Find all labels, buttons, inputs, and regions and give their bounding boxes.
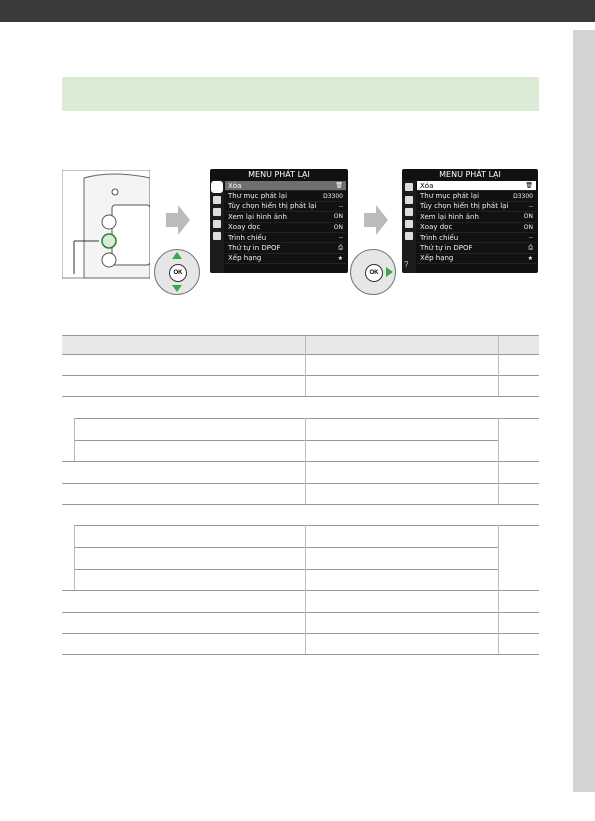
- menu-title: MENU PHÁT LẠI: [439, 170, 501, 179]
- menu-item-value: --: [528, 234, 533, 242]
- menu-item: [225, 233, 346, 243]
- menu-screen-2: [402, 169, 538, 273]
- row-rule: [62, 590, 539, 591]
- row-rule: [62, 483, 539, 484]
- menu-item-label: Thư mục phát lại: [228, 192, 288, 201]
- menu-item-value: ON: [333, 223, 343, 231]
- table-bottom-rule: [62, 654, 539, 655]
- menu-item: [225, 254, 346, 264]
- row-rule: [62, 396, 539, 397]
- menu-item-value: ⎙: [338, 244, 343, 252]
- menu-item: [417, 243, 536, 253]
- table-header: [62, 336, 539, 354]
- menu-item-value: --: [338, 234, 343, 242]
- menu-item-value: ★: [527, 254, 533, 262]
- camera-back-illustration: [62, 170, 150, 280]
- menu-tab-icons: [402, 180, 416, 273]
- row-rule: [74, 569, 499, 570]
- menu-item-value: 🗑: [335, 182, 343, 190]
- setup-tab-icon: [213, 208, 221, 216]
- menu-item-label: Xóa: [228, 181, 242, 190]
- menu-illustration: [62, 165, 540, 305]
- menu-item-label: Xếp hạng: [420, 254, 454, 263]
- row-rule: [62, 375, 539, 376]
- row-rule: [62, 461, 539, 462]
- menu-item: [417, 223, 536, 233]
- menu-item: [225, 191, 346, 201]
- menu-list: [417, 181, 536, 264]
- menu-item: [417, 181, 536, 191]
- row-rule: [74, 440, 499, 441]
- menu-item-value: ★: [337, 254, 343, 262]
- menu-item-label: Xóa: [420, 181, 434, 190]
- menu-item-label: Thư mục phát lại: [420, 192, 480, 201]
- row-rule: [74, 547, 499, 548]
- menu-screen-1: [210, 169, 348, 273]
- menu-item: [225, 202, 346, 212]
- shooting-tab-icon: [405, 196, 413, 204]
- arrow-right-icon: [364, 205, 388, 235]
- column-divider: [305, 336, 306, 396]
- row-rule: [62, 504, 539, 505]
- column-divider: [305, 525, 306, 654]
- help-icon: ?: [404, 260, 409, 269]
- recent-tab-icon: [405, 232, 413, 240]
- menu-item-label: Trình chiếu: [228, 233, 267, 242]
- menu-item: [417, 212, 536, 222]
- top-bar: [0, 0, 595, 22]
- column-divider: [305, 418, 306, 504]
- shooting-tab-icon: [213, 196, 221, 204]
- arrow-right-icon: [166, 205, 190, 235]
- retouch-tab-icon: [405, 220, 413, 228]
- menu-item-value: ON: [333, 213, 343, 221]
- multi-selector: [154, 249, 200, 295]
- group-indent-line: [74, 418, 75, 461]
- menu-item-label: Trình chiếu: [420, 233, 459, 242]
- menu-item-label: Xoay dọc: [420, 223, 453, 232]
- menu-item: [417, 202, 536, 212]
- column-divider: [498, 525, 499, 654]
- menu-item: [417, 191, 536, 201]
- column-divider: [498, 418, 499, 504]
- row-rule: [62, 612, 539, 613]
- menu-item: [225, 243, 346, 253]
- setup-tab-icon: [405, 208, 413, 216]
- menu-item-value: ⎙: [528, 244, 533, 252]
- menu-item-label: Thứ tự in DPOF: [420, 244, 473, 253]
- multi-selector: [350, 249, 396, 295]
- section-header-band: [62, 77, 539, 111]
- menu-item: [225, 181, 346, 191]
- menu-item-value: D3300: [513, 192, 533, 200]
- menu-tab-icons: [210, 180, 224, 273]
- menu-item-label: Xem lại hình ảnh: [420, 212, 479, 221]
- menu-item-label: Xoay dọc: [228, 223, 261, 232]
- menu-item-label: Tùy chọn hiển thị phát lại: [420, 202, 509, 211]
- recent-tab-icon: [213, 232, 221, 240]
- menu-item: [417, 233, 536, 243]
- retouch-tab-icon: [213, 220, 221, 228]
- row-rule: [74, 418, 539, 419]
- menu-item-value: 🗑: [525, 182, 533, 190]
- group-indent-line: [74, 525, 75, 590]
- side-tab: [573, 30, 595, 792]
- menu-item-value: ON: [523, 213, 533, 221]
- table-top-rule: [62, 335, 539, 336]
- row-rule: [62, 354, 539, 355]
- ok-button-icon: OK: [169, 264, 187, 282]
- column-divider: [498, 336, 499, 396]
- menu-item-label: Xếp hạng: [228, 254, 262, 263]
- playback-tab-icon: [213, 183, 221, 191]
- menu-item-value: D3300: [323, 192, 343, 200]
- menu-item-value: ON: [523, 223, 533, 231]
- menu-item: [225, 212, 346, 222]
- menu-item: [417, 254, 536, 264]
- menu-item-label: Tùy chọn hiển thị phát lại: [228, 202, 317, 211]
- menu-item-value: --: [528, 202, 533, 210]
- menu-title: MENU PHÁT LẠI: [248, 170, 310, 179]
- menu-item: [225, 223, 346, 233]
- menu-list: [225, 181, 346, 264]
- menu-item-label: Thứ tự in DPOF: [228, 244, 281, 253]
- menu-item-value: --: [338, 202, 343, 210]
- menu-item-label: Xem lại hình ảnh: [228, 212, 287, 221]
- playback-tab-icon: [405, 183, 413, 191]
- ok-button-icon: OK: [365, 264, 383, 282]
- row-rule: [62, 633, 539, 634]
- row-rule: [74, 525, 539, 526]
